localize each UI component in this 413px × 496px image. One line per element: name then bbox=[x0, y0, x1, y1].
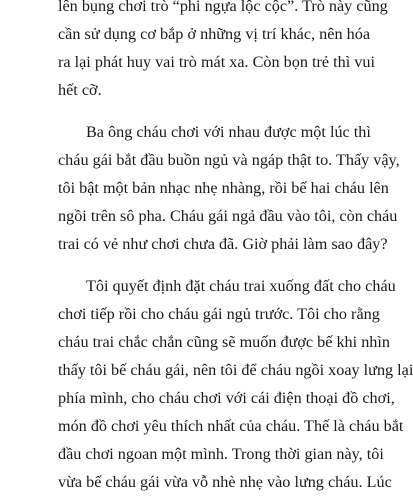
text-line: hết cỡ. bbox=[58, 81, 102, 99]
text-line: lên bụng chơi trò “phi ngựa lộc cộc”. Trò này cũng bbox=[58, 0, 388, 15]
text-line: chơi tiếp rồi cho cháu gái ngủ trước. Tôi cho rằng bbox=[58, 305, 380, 323]
paragraph-3 bbox=[58, 272, 413, 496]
text-line: đầu chơi ngoan một mình. Trong thời gian này, tôi bbox=[58, 445, 384, 463]
text-line: phía mình, cho cháu chơi với cái điện thoại đồ chơi, bbox=[58, 389, 395, 407]
text-line: món đồ chơi yêu thích nhất của cháu. Thế là cháu bắt bbox=[58, 417, 404, 435]
text-line: thấy tôi bế cháu gái, nên tôi để cháu ngồi xoay lưng lại bbox=[58, 361, 413, 379]
text-line: cần sử dụng cơ bắp ở những vị trí khác, nên hóa bbox=[58, 25, 370, 43]
text-line: Tôi quyết định đặt cháu trai xuống đất cho cháu bbox=[86, 277, 396, 295]
body-text bbox=[58, 0, 413, 496]
text-line: vừa bế cháu gái vừa vỗ nhè nhẹ vào lưng cháu. Lúc bbox=[58, 473, 392, 491]
text-line: ra lại phát huy vai trò mát xa. Còn bọn trẻ thì vui bbox=[58, 53, 375, 71]
paragraph-spacer bbox=[58, 104, 370, 118]
paragraph-spacer bbox=[58, 258, 370, 272]
paragraph-1 bbox=[58, 0, 388, 104]
text-line: tôi bật một bản nhạc nhẹ nhàng, rồi bế hai cháu lên bbox=[58, 179, 389, 197]
text-line: cháu trai chắc chắn cũng sẽ muốn được bế khi nhìn bbox=[58, 333, 390, 351]
text-line: trai có vẻ như chơi chưa đã. Giờ phải làm sao đây? bbox=[58, 235, 388, 253]
paragraph-2 bbox=[58, 118, 400, 258]
text-line: Ba ông cháu chơi với nhau được một lúc thì bbox=[86, 123, 371, 141]
text-line: cháu gái bắt đầu buồn ngủ và ngáp thật to. Thấy vậy, bbox=[58, 151, 400, 169]
text-line: ngồi trên sô pha. Cháu gái ngả đầu vào tôi, còn cháu bbox=[58, 207, 398, 225]
